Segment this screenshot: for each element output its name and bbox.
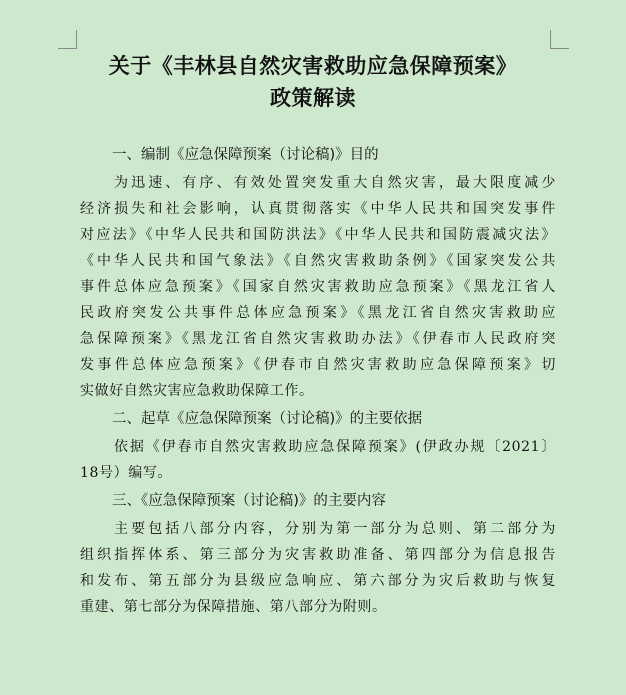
- section-3-paragraph: [80, 516, 556, 620]
- section-2-paragraph: [80, 434, 556, 486]
- paragraph-line: 18号）编写。: [80, 465, 173, 481]
- paragraph-line: 重建、第七部分为保障措施、第八部分为附则。: [80, 599, 387, 615]
- margin-corner-mark-right: [550, 30, 569, 49]
- paragraph-line: 实做好自然灾害应急救助保障工作。: [80, 383, 314, 399]
- document-title: 关于《丰林县自然灾害救助应急保障预案》: [108, 53, 518, 78]
- paragraph-line: 急保障预案》《黑龙江省自然灾害救助办法》《伊春市人民政府突: [80, 331, 556, 347]
- paragraph-line: 主要包括八部分内容，分别为第一部分为总则、第二部分为: [114, 521, 556, 537]
- paragraph-line: 经济损失和社会影响，认真贯彻落实《中华人民共和国突发事件: [80, 201, 556, 217]
- paragraph-line: 事件总体应急预案》《国家自然灾害救助应急预案》《黑龙江省人: [80, 279, 556, 295]
- paragraph-line: 为迅速、有序、有效处置突发重大自然灾害，最大限度减少: [114, 175, 556, 191]
- paragraph-line: 依据《伊春市自然灾害救助应急保障预案》(伊政办规〔2021〕: [114, 439, 556, 455]
- section-2-heading: 二、起草《应急保障预案（讨论稿)》的主要依据: [112, 411, 423, 427]
- paragraph-line: 和发布、第五部分为县级应急响应、第六部分为灾后救助与恢复: [80, 573, 556, 589]
- section-3-heading: 三、《应急保障预案（讨论稿)》的主要内容: [112, 493, 386, 509]
- document-body: [80, 140, 556, 620]
- section-1-heading: 一、编制《应急保障预案（讨论稿)》目的: [112, 147, 379, 163]
- paragraph-line: 发事件总体应急预案》《伊春市自然灾害救助应急保障预案》切: [80, 357, 556, 373]
- section-1-paragraph: [80, 170, 556, 404]
- paragraph-line: 《中华人民共和国气象法》《自然灾害救助条例》《国家突发公共: [80, 253, 556, 269]
- paragraph-line: 民政府突发公共事件总体应急预案》《黑龙江省自然灾害救助应: [80, 305, 556, 321]
- margin-corner-mark-left: [58, 30, 77, 49]
- document-subtitle: 政策解读: [270, 85, 356, 110]
- paragraph-line: 组织指挥体系、第三部分为灾害救助准备、第四部分为信息报告: [80, 547, 556, 563]
- paragraph-line: 对应法》《中华人民共和国防洪法》《中华人民共和国防震减灾法》: [80, 227, 556, 243]
